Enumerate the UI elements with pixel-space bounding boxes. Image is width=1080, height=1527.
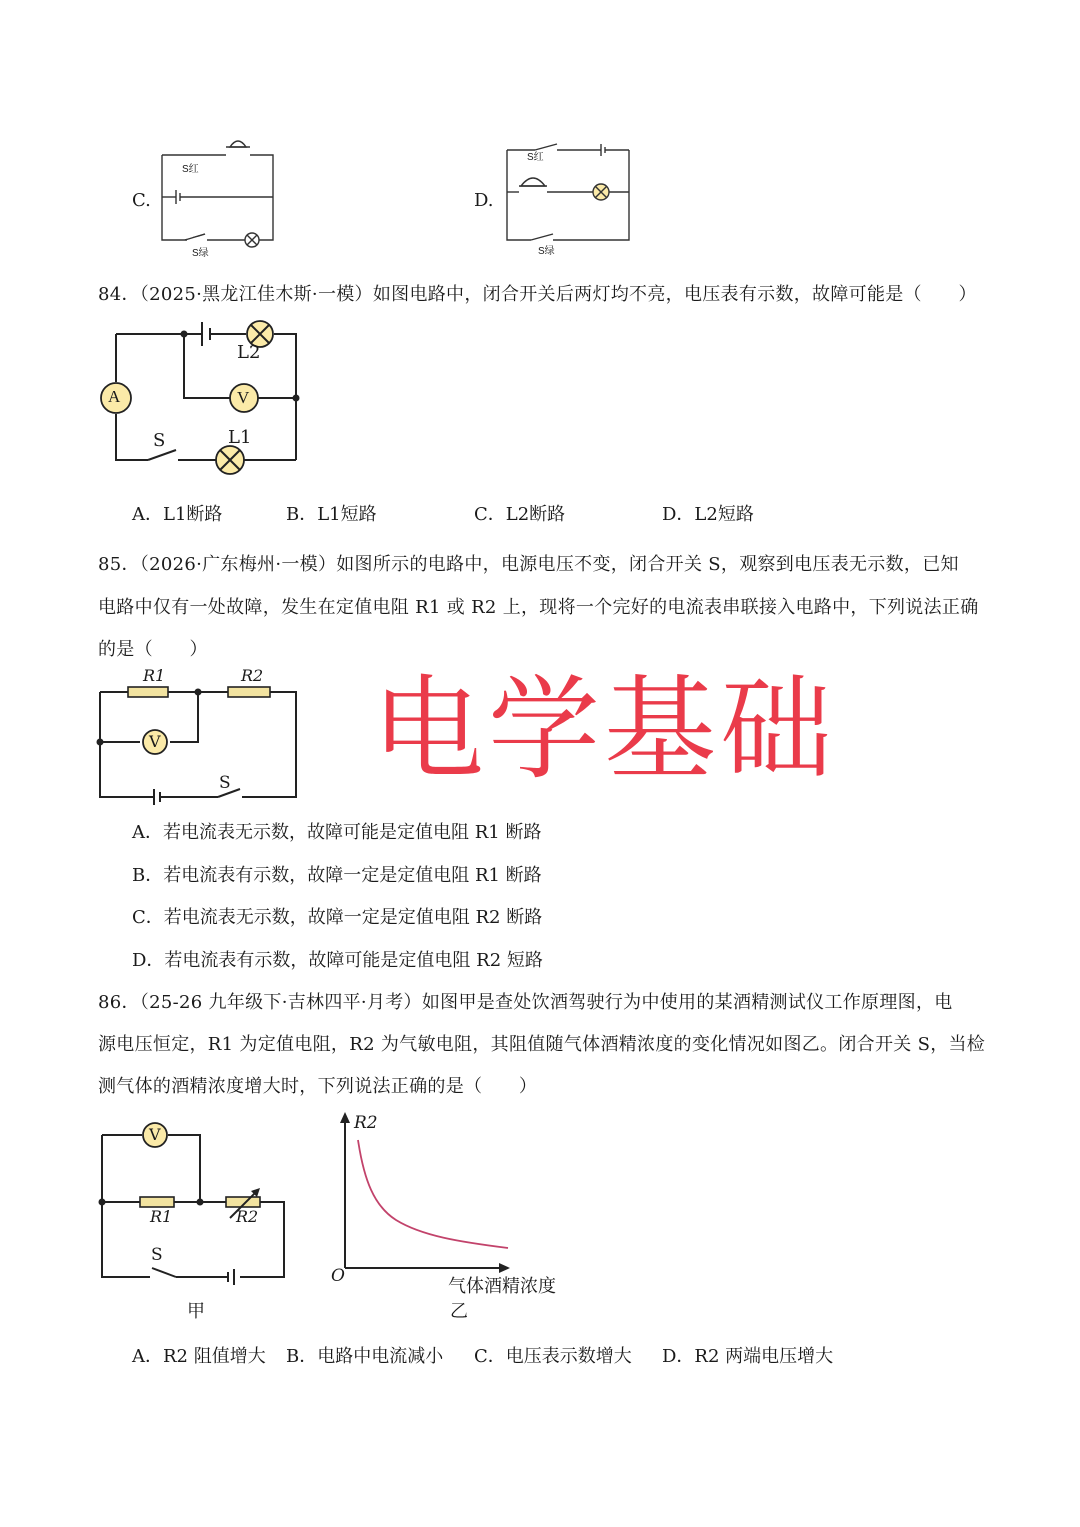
resistance-curve <box>358 1140 508 1248</box>
q86-graph-x-label: 气体酒精浓度 <box>448 1276 556 1297</box>
q85-r2-label: R2 <box>241 666 264 685</box>
q86-fig-yi-label: 乙 <box>450 1301 468 1322</box>
q83-c-switch-top: S红 <box>182 164 199 175</box>
q83-circuit-c <box>160 135 280 245</box>
q86-graph-origin: O <box>331 1266 345 1286</box>
q86-stem-line1: 86．（25-26 九年级下·吉林四平·月考）如图甲是查处饮酒驾驶行为中使用的某酒精测试仪工作原理图，电 <box>98 992 953 1013</box>
q83-option-c-label: C. <box>132 190 151 211</box>
bell-icon <box>521 178 545 186</box>
q86-option-c[interactable]: C．电压表示数增大 <box>474 1346 632 1367</box>
q85-r1-label: R1 <box>143 666 166 685</box>
bell-icon <box>230 141 246 147</box>
resistor-r1-icon <box>128 687 168 697</box>
q85-stem-line3: 的是（ ） <box>98 639 208 660</box>
q83-circuit-d <box>505 140 635 245</box>
q86-fig-jia-label: 甲 <box>187 1301 205 1322</box>
q86-voltmeter-label: V <box>149 1125 161 1144</box>
q85-option-b[interactable]: B．若电流表有示数，故障一定是定值电阻 R1 断路 <box>132 865 542 886</box>
q84-option-d[interactable]: D．L2短路 <box>662 504 754 525</box>
q84-circuit <box>98 318 308 478</box>
q86-option-a[interactable]: A．R2 阻值增大 <box>132 1346 266 1367</box>
q84-lamp1-label: L1 <box>228 427 252 448</box>
q84-voltmeter-label: V <box>237 388 250 407</box>
q86-graph-y-label: R2 <box>354 1113 378 1133</box>
q85-option-a[interactable]: A．若电流表无示数，故障可能是定值电阻 R1 断路 <box>132 822 542 843</box>
q84-lamp2-label: L2 <box>237 342 261 363</box>
q85-option-c[interactable]: C．若电流表无示数，故障一定是定值电阻 R2 断路 <box>132 907 543 928</box>
q85-circuit <box>98 680 308 805</box>
q83-d-switch-bottom: S绿 <box>538 246 555 257</box>
q85-voltmeter-label: V <box>149 732 161 751</box>
overlay-title: 电学基础 <box>372 665 836 795</box>
q85-option-d[interactable]: D．若电流表有示数，故障可能是定值电阻 R2 短路 <box>132 950 543 971</box>
resistor-r2-icon <box>228 687 270 697</box>
q84-stem: 84．（2025·黑龙江佳木斯·一模）如图电路中，闭合开关后两灯均不亮，电压表有示数，故障可能是（ ） <box>98 284 977 305</box>
q83-d-switch-top: S红 <box>527 152 544 163</box>
q86-circuit-jia <box>100 1120 290 1285</box>
q84-ammeter-label: A <box>108 387 121 406</box>
q85-stem-line1: 85．（2026·广东梅州·一模）如图所示的电路中，电源电压不变，闭合开关 S，观察到电压表无示数，已知 <box>98 554 959 575</box>
resistor-r1-icon <box>140 1197 174 1207</box>
q84-option-c[interactable]: C．L2断路 <box>474 504 566 525</box>
q84-option-b[interactable]: B．L1短路 <box>286 504 377 525</box>
q86-graph-yi <box>330 1110 520 1275</box>
q85-switch-label: S <box>219 773 231 793</box>
q86-option-b[interactable]: B．电路中电流减小 <box>286 1346 444 1367</box>
q83-option-d-label: D. <box>474 190 494 211</box>
q83-c-switch-bottom: S绿 <box>192 248 209 259</box>
q86-switch-label: S <box>151 1245 163 1265</box>
q86-stem-line3: 测气体的酒精浓度增大时，下列说法正确的是（ ） <box>98 1076 538 1097</box>
q84-option-a[interactable]: A．L1断路 <box>132 504 223 525</box>
q86-stem-line2: 源电压恒定，R1 为定值电阻，R2 为气敏电阻，其阻值随气体酒精浓度的变化情况如图乙。闭合开关 S，当检 <box>98 1034 986 1055</box>
q86-r2-label: R2 <box>236 1207 259 1226</box>
q85-stem-line2: 电路中仅有一处故障，发生在定值电阻 R1 或 R2 上，现将一个完好的电流表串联接入电路中，下列说法正确 <box>98 597 979 618</box>
q86-option-d[interactable]: D．R2 两端电压增大 <box>662 1346 834 1367</box>
q84-switch-label: S <box>153 430 166 451</box>
q86-r1-label: R1 <box>150 1207 173 1226</box>
